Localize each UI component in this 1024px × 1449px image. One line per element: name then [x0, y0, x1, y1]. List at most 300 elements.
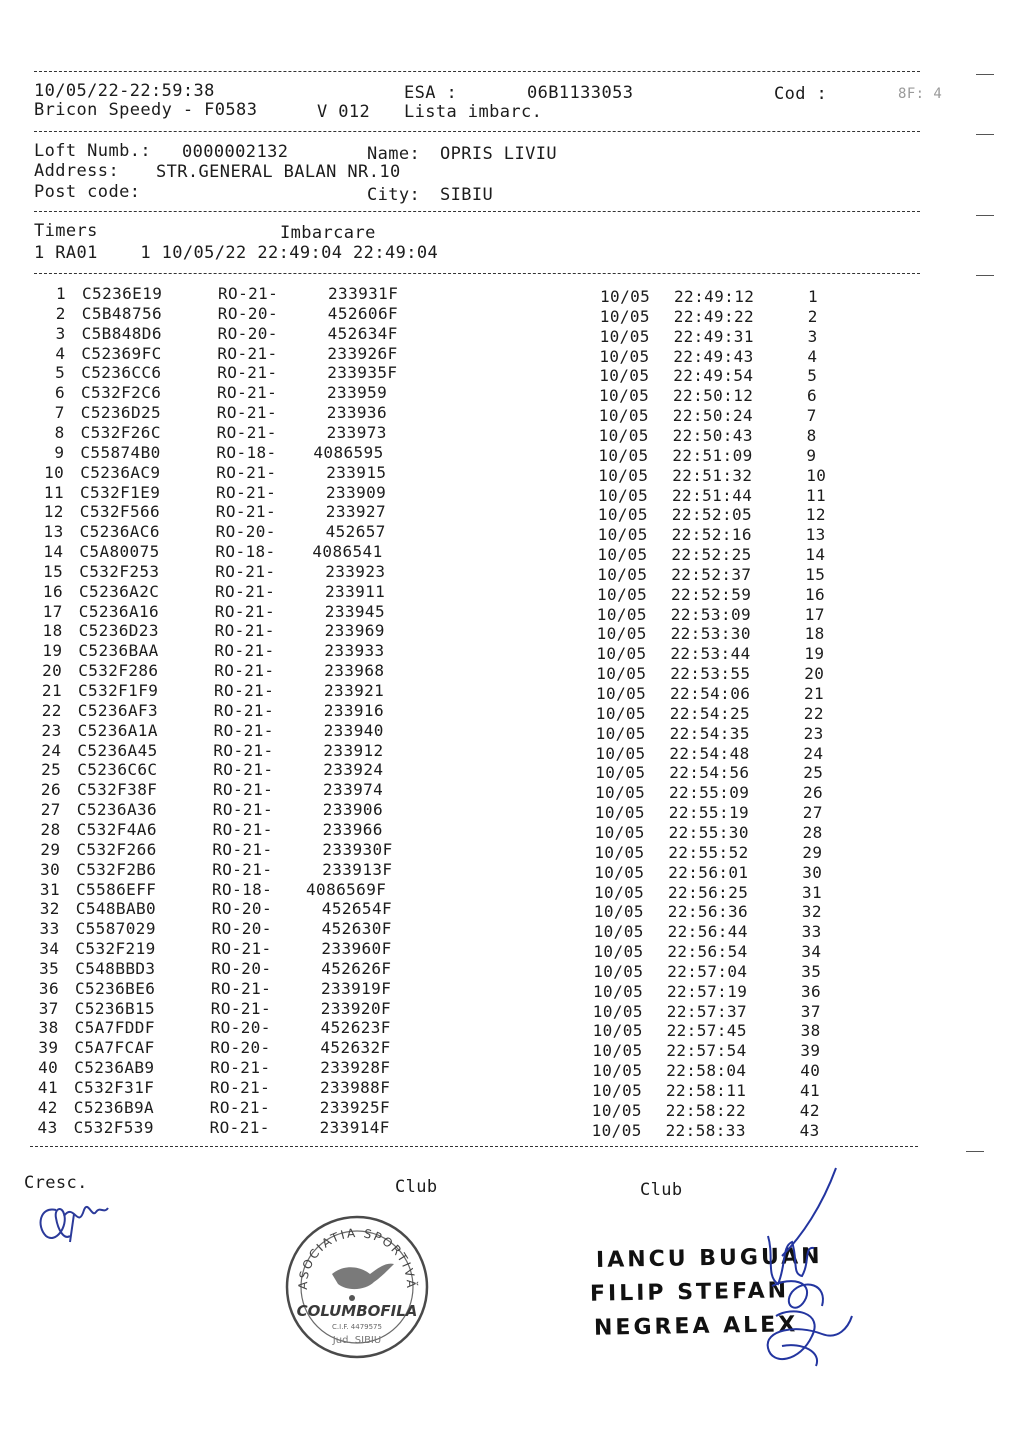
chip-id: C532F4A6 — [76, 819, 157, 839]
name-label: Name: — [367, 144, 421, 164]
row-index: 10 — [44, 462, 65, 482]
arrival-position: 2 — [807, 306, 818, 326]
header-rule — [34, 131, 920, 132]
club-member-3: NEGREA ALEX — [593, 1312, 799, 1341]
row-index: 18 — [42, 621, 63, 641]
ring-number: 4086595 — [313, 442, 384, 462]
row-index: 15 — [43, 561, 64, 581]
ring-number: 452657 — [325, 522, 386, 542]
ring-number: 452606F — [327, 303, 399, 323]
stamp-text-cif: C.I.F. 4479575 — [332, 1323, 382, 1331]
ring-number: 233973 — [326, 422, 387, 442]
arrival-position: 14 — [805, 545, 826, 565]
arrival-position: 29 — [802, 842, 823, 862]
bottom-rule — [30, 1146, 918, 1147]
chip-id: C532F1F9 — [78, 681, 159, 700]
print-datetime: 10/05/22-22:59:38 — [34, 81, 215, 101]
arrival-date: 10/05 — [596, 604, 647, 624]
row-index: 40 — [38, 1058, 59, 1078]
chip-id: C5236B9A — [73, 1097, 155, 1117]
ring-number: 233927 — [325, 502, 386, 522]
ring-number: 233916 — [323, 700, 384, 720]
row-index: 16 — [42, 581, 63, 601]
ring-prefix: RO-21- — [213, 700, 274, 720]
ring-prefix: RO-21- — [217, 363, 278, 383]
esa-label: ESA : — [404, 83, 458, 103]
esa-value: 06B1133053 — [527, 83, 634, 103]
arrival-position: 43 — [799, 1120, 820, 1140]
arrival-position: 42 — [799, 1100, 820, 1120]
arrival-time: 22:54:35 — [669, 723, 750, 743]
arrival-date: 10/05 — [598, 425, 649, 445]
arrival-date: 10/05 — [592, 1001, 643, 1021]
arrival-position: 3 — [807, 326, 818, 346]
chip-id: C532F31F — [74, 1078, 155, 1097]
timer-row: 1 RA01 1 10/05/22 22:49:04 22:49:04 — [34, 243, 439, 263]
ring-number: 233935F — [327, 363, 398, 383]
club-member-2: FILIP STEFAN — [589, 1278, 790, 1307]
arrival-position: 10 — [806, 465, 827, 485]
arrival-date: 10/05 — [597, 584, 648, 604]
row-index: 19 — [42, 641, 63, 661]
name-value: OPRIS LIVIU — [440, 144, 557, 164]
arrival-time: 22:55:30 — [668, 822, 749, 842]
arrival-time: 22:58:33 — [665, 1120, 746, 1140]
arrival-time: 22:49:12 — [674, 287, 755, 306]
arrival-date: 10/05 — [596, 644, 647, 664]
arrival-time: 22:49:31 — [673, 326, 754, 346]
row-index: 36 — [38, 978, 59, 998]
arrival-date: 10/05 — [593, 981, 644, 1001]
arrival-position: 32 — [801, 902, 822, 922]
ring-prefix: RO-21- — [210, 1078, 271, 1097]
row-index: 3 — [55, 323, 66, 343]
ring-prefix: RO-21- — [213, 720, 274, 740]
timers-rule-tail — [976, 275, 994, 276]
row-index: 41 — [37, 1078, 58, 1097]
chip-id: C55874B0 — [80, 442, 161, 462]
ring-number: 233960F — [321, 939, 392, 959]
arrival-time: 22:53:09 — [670, 604, 752, 624]
ring-number: 452634F — [327, 323, 398, 343]
arrival-time: 22:53:55 — [670, 664, 751, 684]
breeder-signature — [34, 1196, 114, 1248]
ring-prefix: RO-21- — [209, 1097, 270, 1117]
ring-prefix: RO-21- — [211, 978, 272, 998]
row-index: 43 — [37, 1117, 58, 1137]
timers-rule — [34, 273, 920, 274]
row-index: 24 — [41, 740, 62, 760]
row-index: 25 — [41, 760, 62, 780]
loft-number-value: 0000002132 — [182, 142, 289, 162]
stamp-text-top: ASOCIATIA SPORTIVĂ — [295, 1225, 419, 1291]
row-index: 6 — [54, 383, 65, 403]
arrival-date: 10/05 — [592, 1081, 643, 1100]
arrival-time: 22:57:45 — [666, 1021, 747, 1041]
chip-id: C5B48756 — [81, 303, 163, 323]
city-value: SIBIU — [440, 185, 494, 205]
document-title: Lista imbarc. — [404, 102, 543, 122]
arrival-time: 22:56:01 — [668, 862, 749, 882]
ring-prefix: RO-21- — [212, 839, 273, 859]
arrival-time: 22:49:54 — [673, 366, 754, 386]
chip-id: C548BAB0 — [75, 899, 157, 919]
arrival-date: 10/05 — [593, 902, 644, 922]
ring-number: 233931F — [328, 284, 399, 303]
row-index: 38 — [38, 1018, 59, 1038]
arrival-position: 1 — [808, 287, 819, 306]
chip-id: C5236AC9 — [80, 462, 161, 482]
chip-id: C5236D23 — [78, 621, 159, 641]
ring-number: 233988F — [320, 1078, 391, 1097]
arrival-date: 10/05 — [598, 485, 649, 505]
row-index: 35 — [39, 958, 60, 978]
arrival-time: 22:52:05 — [671, 505, 753, 525]
ring-number: 233974 — [323, 780, 384, 800]
ring-prefix: RO-21- — [210, 998, 271, 1018]
ring-number: 233906 — [322, 800, 383, 820]
ring-prefix: RO-21- — [210, 1058, 271, 1078]
ring-number: 233921 — [324, 681, 385, 700]
ring-number: 233959 — [327, 383, 388, 403]
arrival-position: 35 — [801, 961, 822, 981]
arrival-date: 10/05 — [595, 703, 646, 723]
chip-id: C532F286 — [78, 661, 159, 681]
ring-prefix: RO-21- — [213, 740, 274, 760]
ring-prefix: RO-21- — [214, 681, 275, 700]
arrival-date: 10/05 — [595, 763, 646, 783]
chip-id: C5236E19 — [82, 284, 163, 303]
ring-prefix: RO-18- — [212, 879, 273, 899]
club-stamp — [282, 1212, 432, 1362]
row-index: 33 — [39, 919, 60, 939]
arrival-date: 10/05 — [596, 664, 647, 684]
arrival-position: 4 — [807, 346, 818, 366]
ring-number: 233930F — [322, 839, 393, 859]
row-index: 5 — [55, 363, 66, 383]
chip-id: C5236A45 — [77, 740, 158, 760]
arrival-position: 31 — [802, 882, 823, 902]
arrival-position: 17 — [804, 604, 825, 624]
arrival-date: 10/05 — [591, 1100, 642, 1120]
arrival-date: 10/05 — [594, 862, 645, 882]
chip-id: C5236A1A — [77, 720, 158, 740]
chip-id: C5236A36 — [76, 800, 158, 820]
ring-number: 233914F — [319, 1117, 390, 1137]
chip-id: C5236A16 — [78, 601, 160, 621]
arrival-time: 22:54:06 — [670, 684, 751, 703]
arrival-date: 10/05 — [594, 822, 645, 842]
imbarcare-label: Imbarcare — [280, 223, 376, 243]
arrival-date: 10/05 — [600, 287, 651, 306]
arrival-date: 10/05 — [598, 406, 649, 426]
ring-number: 233923 — [325, 561, 386, 581]
ring-number: 233909 — [326, 482, 387, 502]
chip-id: C5236CC6 — [81, 363, 162, 383]
row-index: 20 — [42, 661, 63, 681]
ring-number: 233969 — [324, 621, 385, 641]
club-signatures — [752, 1166, 862, 1372]
club-label-2: Club — [640, 1180, 683, 1200]
chip-id: C532F2B6 — [76, 859, 157, 879]
ring-number: 233928F — [320, 1058, 391, 1078]
arrival-time: 22:58:04 — [666, 1061, 747, 1081]
arrival-time: 22:51:44 — [672, 485, 753, 505]
arrival-date: 10/05 — [597, 525, 648, 545]
row-index: 2 — [55, 303, 66, 323]
arrival-time: 22:56:25 — [668, 882, 749, 902]
ring-number: 233919F — [321, 978, 392, 998]
row-index: 29 — [40, 839, 61, 859]
city-label: City: — [367, 185, 421, 205]
arrival-position: 38 — [800, 1021, 821, 1041]
arrival-position: 34 — [801, 942, 822, 962]
arrival-date: 10/05 — [596, 624, 647, 644]
ring-prefix: RO-21- — [214, 661, 275, 681]
arrival-position: 9 — [806, 445, 817, 465]
device-version: V 012 — [317, 102, 371, 122]
chip-id: C5236C6C — [77, 760, 158, 780]
arrival-position: 30 — [802, 862, 823, 882]
arrival-time: 22:57:04 — [667, 961, 748, 981]
arrival-time: 22:56:44 — [667, 922, 748, 942]
ring-number: 452630F — [321, 919, 392, 939]
arrival-time: 22:52:37 — [671, 564, 752, 584]
ring-number: 233933 — [324, 641, 385, 661]
ring-prefix: RO-21- — [211, 939, 272, 959]
arrival-position: 26 — [803, 783, 824, 803]
chip-id: C532F26C — [80, 422, 161, 442]
arrival-time: 22:54:56 — [669, 763, 750, 783]
arrival-position: 15 — [805, 564, 826, 584]
arrival-position: 18 — [804, 624, 825, 644]
cod-label: Cod : — [774, 84, 828, 104]
arrival-position: 8 — [806, 425, 817, 445]
ring-number: 233911 — [325, 581, 386, 601]
address-label: Address: — [34, 161, 120, 181]
ring-prefix: RO-21- — [214, 601, 275, 621]
arrival-time: 22:54:25 — [669, 703, 751, 723]
arrival-position: 5 — [807, 366, 818, 386]
arrival-time: 22:52:25 — [671, 545, 752, 565]
ring-prefix: RO-21- — [216, 422, 277, 442]
row-index: 32 — [39, 899, 60, 919]
stamp-text-bottom: Jud. SIBIU — [332, 1335, 382, 1346]
ring-prefix: RO-18- — [216, 442, 277, 462]
ring-number: 452654F — [321, 899, 393, 919]
arrival-time: 22:50:12 — [673, 386, 754, 406]
ring-number: 452632F — [320, 1038, 391, 1058]
arrival-position: 39 — [800, 1041, 821, 1061]
ring-number: 233913F — [322, 859, 393, 879]
arrival-position: 27 — [802, 803, 823, 823]
ring-number: 233924 — [323, 760, 384, 780]
ring-prefix: RO-18- — [215, 542, 276, 562]
ring-number: 452623F — [320, 1018, 391, 1038]
row-index: 1 — [55, 284, 66, 303]
chip-id: C5A7FCAF — [74, 1038, 155, 1058]
ring-number: 452626F — [321, 958, 392, 978]
row-index: 7 — [54, 403, 65, 423]
ring-prefix: RO-21- — [216, 482, 277, 502]
cod-value: 8F: 4 — [898, 86, 943, 102]
arrival-time: 22:55:09 — [669, 783, 750, 803]
ring-prefix: RO-21- — [214, 621, 275, 641]
ring-prefix: RO-21- — [215, 561, 276, 581]
arrival-time: 22:50:43 — [672, 425, 753, 445]
chip-id: C548BBD3 — [75, 958, 156, 978]
arrival-date: 10/05 — [594, 842, 645, 862]
arrival-date: 10/05 — [594, 882, 645, 902]
ring-prefix: RO-21- — [213, 780, 274, 800]
arrival-date: 10/05 — [597, 505, 648, 525]
bottom-rule-tail — [966, 1151, 984, 1152]
arrival-position: 25 — [803, 763, 824, 783]
arrival-date: 10/05 — [599, 306, 650, 326]
arrival-date: 10/05 — [596, 684, 647, 703]
chip-id: C532F539 — [73, 1117, 154, 1137]
arrival-position: 20 — [804, 664, 825, 684]
ring-number: 233945 — [324, 601, 385, 621]
ring-prefix: RO-21- — [217, 383, 278, 403]
arrival-position: 21 — [804, 684, 825, 703]
arrival-time: 22:58:22 — [665, 1100, 747, 1120]
arrival-time: 22:51:09 — [672, 445, 753, 465]
arrival-position: 6 — [807, 386, 818, 406]
row-index: 39 — [38, 1038, 59, 1058]
ring-prefix: RO-21- — [216, 462, 277, 482]
row-index: 30 — [40, 859, 61, 879]
row-index: 27 — [40, 800, 61, 820]
chip-id: C5587029 — [75, 919, 156, 939]
arrival-time: 22:50:24 — [672, 406, 754, 426]
arrival-position: 37 — [800, 1001, 821, 1021]
arrival-time: 22:52:16 — [671, 525, 752, 545]
row-index: 34 — [39, 939, 60, 959]
row-index: 28 — [40, 819, 61, 839]
row-index: 31 — [39, 879, 60, 899]
arrival-position: 41 — [800, 1081, 821, 1100]
ring-prefix: RO-20- — [210, 1018, 271, 1038]
chip-id: C5236D25 — [80, 403, 162, 423]
row-index: 12 — [43, 502, 64, 522]
row-index: 8 — [54, 422, 65, 442]
arrival-time: 22:53:44 — [670, 644, 751, 664]
row-index: 14 — [43, 542, 64, 562]
arrival-date: 10/05 — [598, 465, 649, 485]
arrival-position: 16 — [805, 584, 826, 604]
ring-prefix: RO-21- — [216, 403, 277, 423]
ring-prefix: RO-20- — [217, 303, 278, 323]
arrival-position: 11 — [806, 485, 827, 505]
chip-id: C5236BAA — [78, 641, 159, 661]
loft-number-label: Loft Numb.: — [34, 141, 151, 161]
arrival-time: 22:53:30 — [670, 624, 751, 644]
arrival-time: 22:55:52 — [668, 842, 749, 862]
chip-id: C532F219 — [75, 939, 156, 959]
arrival-time: 22:57:37 — [666, 1001, 748, 1021]
arrival-time: 22:57:54 — [666, 1041, 747, 1061]
chip-id: C5236A2C — [79, 581, 160, 601]
ring-prefix: RO-20- — [211, 958, 272, 978]
arrival-date: 10/05 — [599, 386, 650, 406]
arrival-date: 10/05 — [595, 743, 646, 763]
loft-rule-tail — [976, 215, 994, 216]
ring-prefix: RO-20- — [211, 899, 272, 919]
arrival-date: 10/05 — [595, 783, 646, 803]
stamp-text-mid: COLUMBOFILA — [296, 1302, 418, 1320]
arrival-position: 33 — [801, 922, 822, 942]
chip-id: C5236AF3 — [77, 700, 159, 720]
device-name: Bricon Speedy - F0583 — [34, 100, 258, 120]
chip-id: C5236BE6 — [75, 978, 156, 998]
row-index: 42 — [37, 1097, 58, 1117]
chip-id: C5A80075 — [79, 542, 160, 562]
chip-id: C532F2C6 — [81, 383, 162, 403]
row-index: 11 — [43, 482, 64, 502]
arrival-date: 10/05 — [593, 942, 644, 962]
ring-number: 233920F — [320, 998, 392, 1018]
arrival-position: 7 — [806, 406, 817, 426]
arrival-date: 10/05 — [591, 1120, 642, 1140]
row-index: 9 — [54, 442, 65, 462]
arrival-date: 10/05 — [599, 346, 650, 366]
chip-id: C5236AB9 — [74, 1058, 155, 1078]
arrival-date: 10/05 — [593, 961, 644, 981]
arrival-date: 10/05 — [593, 922, 644, 942]
arrival-date: 10/05 — [598, 445, 649, 465]
arrival-time: 22:56:36 — [667, 902, 749, 922]
top-rule — [34, 71, 920, 72]
arrival-position: 36 — [801, 981, 822, 1001]
timers-label: Timers — [34, 221, 98, 241]
arrival-time: 22:58:11 — [666, 1081, 747, 1100]
arrival-position: 24 — [803, 743, 824, 763]
ring-number: 233912 — [323, 740, 384, 760]
ring-number: 233968 — [324, 661, 385, 681]
ring-prefix: RO-21- — [214, 641, 275, 661]
arrival-position: 19 — [804, 644, 825, 664]
ring-prefix: RO-21- — [213, 760, 274, 780]
arrival-position: 23 — [803, 723, 824, 743]
chip-id: C5A7FDDF — [74, 1018, 155, 1038]
arrival-position: 22 — [803, 703, 824, 723]
arrival-time: 22:54:48 — [669, 743, 750, 763]
ring-number: 4086541 — [312, 542, 383, 562]
arrival-time: 22:51:32 — [672, 465, 753, 485]
ring-number: 233940 — [323, 720, 384, 740]
ring-number: 233925F — [319, 1097, 391, 1117]
arrival-position: 12 — [805, 505, 826, 525]
ring-number: 233915 — [326, 462, 387, 482]
row-index: 26 — [40, 780, 61, 800]
arrival-date: 10/05 — [592, 1061, 643, 1081]
arrival-date: 10/05 — [597, 564, 648, 584]
header-rule-tail — [976, 134, 994, 135]
arrival-position: 13 — [805, 525, 826, 545]
chip-id: C532F253 — [79, 561, 160, 581]
arrival-position: 28 — [802, 822, 823, 842]
ring-prefix: RO-21- — [217, 343, 278, 363]
arrival-date: 10/05 — [592, 1041, 643, 1061]
ring-prefix: RO-20- — [210, 1038, 271, 1058]
ring-prefix: RO-20- — [211, 919, 272, 939]
ring-prefix: RO-21- — [212, 859, 273, 879]
postcode-label: Post code: — [34, 182, 141, 202]
ring-prefix: RO-21- — [218, 284, 279, 303]
chip-id: C532F38F — [77, 780, 158, 800]
ring-number: 4086569F — [306, 879, 387, 899]
